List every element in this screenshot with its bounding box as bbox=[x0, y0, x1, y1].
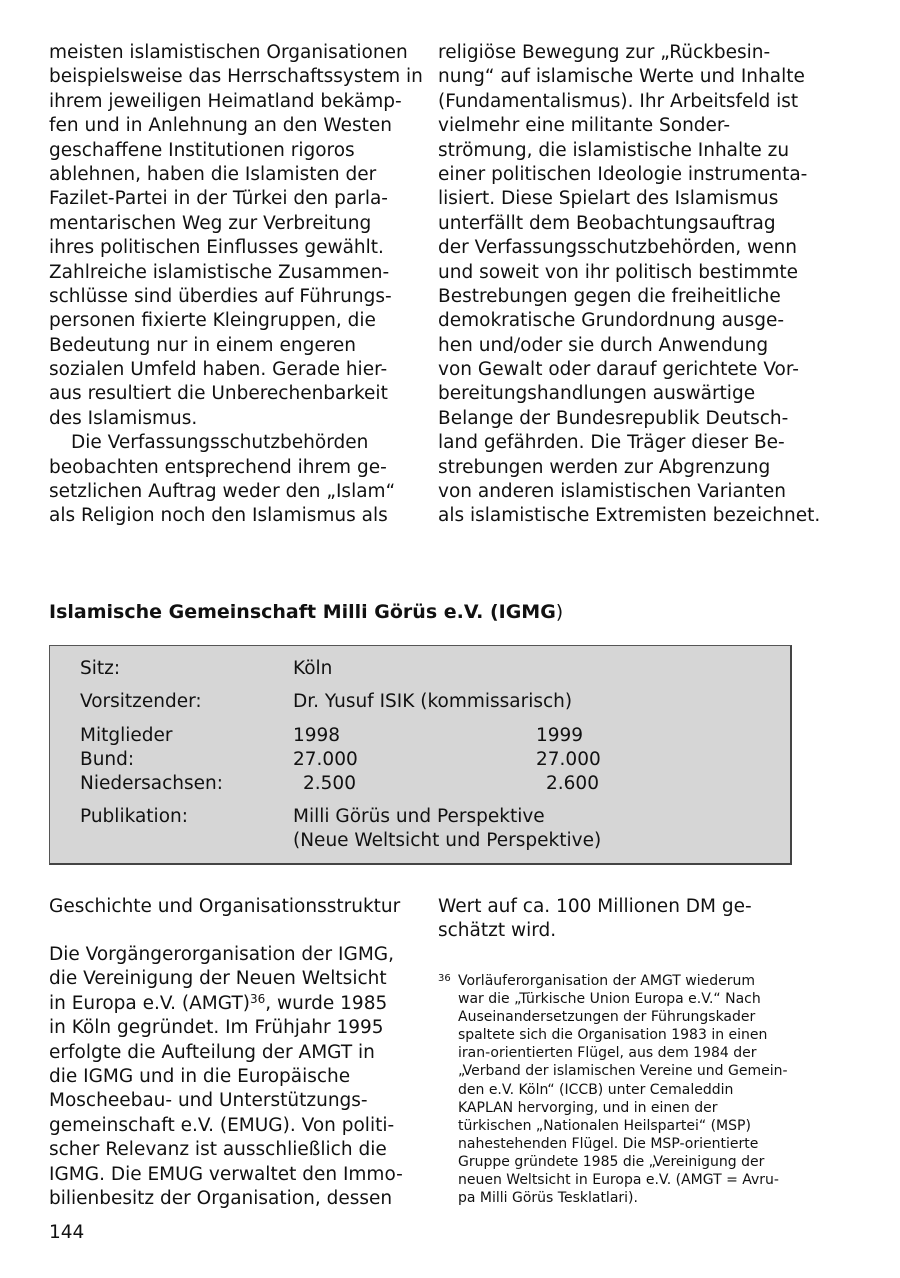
text-line: nung“ auf islamische Werte und Inhalte bbox=[438, 66, 805, 88]
vorsitz-label: Vorsitzender: bbox=[80, 691, 202, 712]
text-line: ablehnen, haben die Islamisten der bbox=[49, 163, 377, 185]
footnote-reference: 36 bbox=[249, 991, 266, 1006]
top-right-column bbox=[438, 41, 820, 529]
text-line: von Gewalt oder darauf gerichtete Vor- bbox=[438, 359, 799, 381]
footnote-line: den e.V. Köln“ (ICCB) unter Cemaleddin bbox=[458, 1081, 734, 1098]
text-line: Belange der Bundesrepublik Deutsch- bbox=[438, 407, 789, 429]
text-line: bilienbesitz der Organisation, dessen bbox=[49, 1187, 393, 1209]
footnote-line: Auseinandersetzungen der Führungskader bbox=[458, 1009, 756, 1026]
text-line: demokratische Grundordnung ausge- bbox=[438, 310, 785, 332]
text-line: Zahlreiche islamistische Zusammen- bbox=[49, 261, 390, 283]
text-line: beispielsweise das Herrschaftssystem in bbox=[49, 66, 423, 88]
text-line: in Köln gegründet. Im Frühjahr 1995 bbox=[49, 1017, 384, 1039]
text-line: hen und/oder sie durch Anwendung bbox=[438, 334, 769, 356]
text-line bbox=[49, 992, 403, 1016]
text-line: Wert auf ca. 100 Millionen DM ge- bbox=[438, 896, 752, 917]
footnote-line: neuen Weltsicht in Europa e.V. (AMGT = Avru- bbox=[458, 1172, 779, 1189]
sitz-value: Köln bbox=[293, 658, 333, 679]
text-line: meisten islamistischen Organisationen bbox=[49, 42, 408, 63]
footnote-line: pa Milli Görüs Tesklatlari). bbox=[458, 1190, 638, 1207]
mitglieder-label: Mitglieder bbox=[80, 725, 173, 746]
text-line: gemeinschaft e.V. (EMUG). Von politi- bbox=[49, 1114, 395, 1136]
text-line: setzlichen Auftrag weder den „Islam“ bbox=[49, 481, 396, 503]
text-line: IGMG. Die EMUG verwaltet den Immo- bbox=[49, 1163, 403, 1185]
text-line: Die Vorgängerorganisation der IGMG, bbox=[49, 944, 395, 965]
text-line: land gefährden. Die Träger dieser Be- bbox=[438, 432, 785, 454]
footnote-line: türkischen „Nationalen Heilspartei“ (MSP) bbox=[458, 1117, 751, 1134]
text-line: Fazilet-Partei in der Türkei den parla- bbox=[49, 188, 388, 210]
subheading: Geschichte und Organisationsstruktur bbox=[49, 896, 401, 917]
footnote-line: „Verband der islamischen Vereine und Gemein- bbox=[458, 1063, 788, 1080]
text-line: ihres politischen Einflusses gewählt. bbox=[49, 237, 384, 259]
text-line: Die Verfassungsschutzbehörden bbox=[71, 432, 369, 454]
text-line: als islamistische Extremisten bezeichnet. bbox=[438, 505, 821, 527]
text-line: bereitungshandlungen auswärtige bbox=[438, 383, 756, 405]
footnote-line: Gruppe gründete 1985 die „Vereinigung der bbox=[458, 1153, 765, 1170]
niedersachsen-1998: 2.500 bbox=[303, 773, 356, 794]
page-number: 144 bbox=[49, 1222, 85, 1243]
bottom-right-column bbox=[438, 895, 752, 944]
text-line: die Vereinigung der Neuen Weltsicht bbox=[49, 968, 387, 990]
niedersachsen-label: Niedersachsen: bbox=[80, 773, 223, 794]
text-line: unterfällt dem Beobachtungsauftrag bbox=[438, 212, 776, 234]
text-line: ihrem jeweiligen Heimatland bekämp- bbox=[49, 90, 402, 112]
text-line: scher Relevanz ist ausschließlich die bbox=[49, 1139, 387, 1161]
bund-label: Bund: bbox=[80, 749, 135, 770]
text-line: der Verfassungsschutzbehörden, wenn bbox=[438, 237, 798, 259]
bottom-left-column bbox=[49, 943, 403, 1211]
text-line: strömung, die islamistische Inhalte zu bbox=[438, 139, 790, 161]
text-fragment: , wurde 1985 bbox=[265, 992, 388, 1014]
footnote-line: spaltete sich die Organisation 1983 in einen bbox=[458, 1027, 768, 1044]
text-line: Bestrebungen gegen die freiheitliche bbox=[438, 285, 781, 307]
sitz-label: Sitz: bbox=[80, 658, 121, 679]
bund-1998: 27.000 bbox=[293, 749, 358, 770]
text-line: Moscheebau- und Unterstützungs- bbox=[49, 1090, 368, 1112]
text-fragment: in Europa e.V. (AMGT) bbox=[49, 992, 250, 1014]
footnote-number: 36 bbox=[438, 973, 451, 984]
text-line: erfolgte die Aufteilung der AMGT in bbox=[49, 1041, 375, 1063]
footnote-line: war die „Türkische Union Europa e.V.“ Nach bbox=[458, 991, 761, 1008]
bund-1999: 27.000 bbox=[536, 749, 601, 770]
text-line: beobachten entsprechend ihrem ge- bbox=[49, 456, 387, 478]
text-line: als Religion noch den Islamismus als bbox=[49, 505, 388, 527]
niedersachsen-1999: 2.600 bbox=[546, 773, 599, 794]
year-1998: 1998 bbox=[293, 725, 341, 746]
footnote-line: Vorläuferorganisation der AMGT wiederum bbox=[458, 973, 756, 989]
info-box bbox=[49, 645, 792, 865]
footnote-line: nahestehenden Flügel. Die MSP-orientierte bbox=[458, 1135, 759, 1152]
section-heading bbox=[49, 601, 563, 623]
text-line: mentarischen Weg zur Verbreitung bbox=[49, 212, 372, 234]
text-line: schätzt wird. bbox=[438, 920, 557, 942]
text-line: schlüsse sind überdies auf Führungs- bbox=[49, 285, 392, 307]
publikation-value-2: (Neue Weltsicht und Perspektive) bbox=[293, 830, 602, 851]
publikation-value-1: Milli Görüs und Perspektive bbox=[293, 806, 545, 827]
text-line: und soweit von ihr politisch bestimmte bbox=[438, 261, 799, 283]
text-line: die IGMG und in die Europäische bbox=[49, 1065, 351, 1087]
text-line: geschaffene Institutionen rigoros bbox=[49, 139, 355, 161]
footnote-text bbox=[458, 972, 788, 1207]
text-line: fen und in Anlehnung an den Westen bbox=[49, 115, 393, 137]
text-line: einer politischen Ideologie instrumenta- bbox=[438, 163, 808, 185]
text-line: lisiert. Diese Spielart des Islamismus bbox=[438, 188, 779, 210]
text-line: von anderen islamistischen Varianten bbox=[438, 481, 786, 503]
text-line: vielmehr eine militante Sonder- bbox=[438, 115, 731, 137]
text-line: sozialen Umfeld haben. Gerade hier- bbox=[49, 359, 388, 381]
text-line: personen fixierte Kleingruppen, die bbox=[49, 310, 376, 332]
footnote-line: KAPLAN hervorging, und in einen der bbox=[458, 1099, 718, 1116]
top-left-column bbox=[49, 41, 423, 529]
text-line: strebungen werden zur Abgrenzung bbox=[438, 456, 771, 478]
text-line: aus resultiert die Unberechenbarkeit bbox=[49, 383, 388, 405]
year-1999: 1999 bbox=[536, 725, 584, 746]
text-line: religiöse Bewegung zur „Rückbesin- bbox=[438, 42, 771, 63]
vorsitz-value: Dr. Yusuf ISIK (kommissarisch) bbox=[293, 691, 573, 712]
text-line: (Fundamentalismus). Ihr Arbeitsfeld ist bbox=[438, 90, 799, 112]
section-heading-paren: ) bbox=[555, 601, 564, 623]
section-heading-text: Islamische Gemeinschaft Milli Görüs e.V. (IGMG bbox=[49, 601, 556, 623]
publikation-label: Publikation: bbox=[80, 806, 188, 827]
text-line: Bedeutung nur in einem engeren bbox=[49, 334, 357, 356]
text-line: des Islamismus. bbox=[49, 407, 198, 429]
footnote-line: iran-orientierten Flügel, aus dem 1984 der bbox=[458, 1045, 757, 1062]
